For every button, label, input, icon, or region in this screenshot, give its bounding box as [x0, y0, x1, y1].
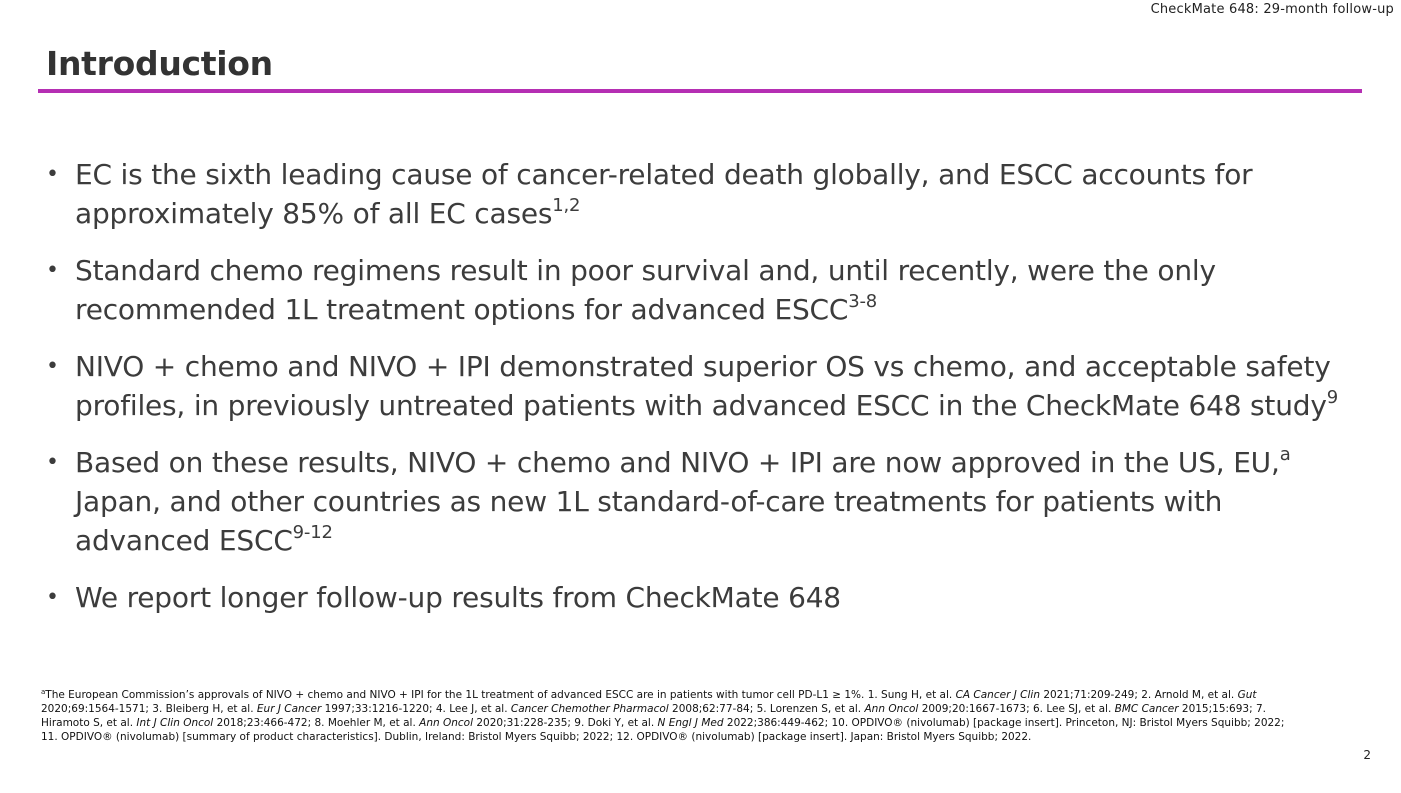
bullet-list	[46, 155, 1346, 635]
bullet-text: NIVO + chemo and NIVO + IPI demonstrated superior OS vs chemo, and acceptable safety profiles, in previously untreated patients with advanced ESCC in the CheckMate 648 study	[75, 350, 1331, 422]
bullet-dot-icon: •	[46, 258, 59, 283]
footnote-lead: The European Commission’s approvals of NIVO + chemo and NIVO + IPI for the 1L treatment of advanced ESCC are in patients with tumor cell PD-L1 ≥ 1%.	[45, 689, 868, 701]
reference-item	[1033, 703, 1256, 715]
reference-item	[436, 703, 757, 715]
reference-journal: Gut	[1237, 689, 1257, 701]
bullet-item	[46, 578, 1346, 617]
page-number: 2	[1363, 748, 1371, 762]
reference-citation: 2015;15:693;	[1178, 703, 1256, 715]
reference-journal: BMC Cancer	[1114, 703, 1179, 715]
reference-journal: Eur J Cancer	[256, 703, 322, 715]
header-study-tag: CheckMate 648: 29-month follow-up	[1150, 2, 1394, 17]
bullet-text: Standard chemo regimens result in poor survival and, until recently, were the only recommended 1L treatment options for advanced ESCC	[75, 254, 1216, 326]
bullet-dot-icon: •	[46, 585, 59, 610]
bullet-dot-icon: •	[46, 450, 59, 475]
bullet-item	[46, 251, 1346, 329]
reference-item	[41, 731, 616, 743]
bullet-dot-icon: •	[46, 354, 59, 379]
reference-item	[574, 717, 831, 729]
reference-item	[616, 731, 1031, 743]
reference-item	[314, 717, 574, 729]
reference-item	[152, 703, 436, 715]
reference-citation: 2009;20:1667-1673;	[918, 703, 1033, 715]
citation-sup: 3-8	[848, 290, 878, 312]
reference-authors: 3. Bleiberg H, et al.	[152, 703, 257, 715]
footnote-marker: a	[41, 687, 46, 696]
reference-citation: 1997;33:1216-1220;	[321, 703, 436, 715]
reference-authors: 9. Doki Y, et al.	[574, 717, 658, 729]
reference-citation: 2020;69:1564-1571;	[41, 703, 153, 715]
reference-journal: Int J Clin Oncol	[136, 717, 214, 729]
bullet-text-continued: Japan, and other countries as new 1L standard-of-care treatments for patients with advanced ESCC	[75, 485, 1223, 557]
reference-authors: 1. Sung H, et al.	[867, 689, 956, 701]
reference-citation: 2008;62:77-84;	[668, 703, 757, 715]
bullet-item	[46, 155, 1346, 233]
reference-journal: Ann Oncol	[864, 703, 919, 715]
reference-item	[831, 717, 1284, 729]
reference-authors: 2. Arnold M, et al.	[1141, 689, 1238, 701]
reference-citation: 2018;23:466-472;	[213, 717, 315, 729]
reference-citation: 2022;386:449-462;	[723, 717, 832, 729]
bullet-item	[46, 347, 1346, 425]
reference-journal: Cancer Chemother Pharmacol	[510, 703, 669, 715]
citation-sup: 9-12	[292, 521, 333, 543]
footnote-references	[41, 688, 1301, 744]
reference-authors: 5. Lorenzen S, et al.	[756, 703, 865, 715]
reference-item	[757, 703, 1033, 715]
reference-journal: N Engl J Med	[657, 717, 724, 729]
reference-authors: 4. Lee J, et al.	[435, 703, 511, 715]
bullet-item	[46, 443, 1346, 560]
bullet-dot-icon: •	[46, 162, 59, 187]
bullet-text: Based on these results, NIVO + chemo and NIVO + IPI are now approved in the US, EU,	[75, 446, 1280, 479]
reference-journal: Ann Oncol	[419, 717, 474, 729]
reference-authors: 12. OPDIVO® (nivolumab) [package insert]. Japan: Bristol Myers Squibb; 2022.	[616, 731, 1032, 743]
bullet-text: EC is the sixth leading cause of cancer-related death globally, and ESCC accounts for approximately 85% of all EC cases	[75, 158, 1253, 230]
reference-authors: 11. OPDIVO® (nivolumab) [summary of product characteristics]. Dublin, Ireland: Bristol Myers Squibb; 2022;	[41, 731, 617, 743]
footnote-marker-sup: a	[1279, 443, 1291, 465]
reference-citation: 2021;71:209-249;	[1039, 689, 1142, 701]
slide-title: Introduction	[46, 44, 273, 83]
reference-authors: 6. Lee SJ, et al.	[1032, 703, 1115, 715]
reference-item	[868, 689, 1142, 701]
bullet-text: We report longer follow-up results from CheckMate 648	[75, 581, 841, 614]
reference-journal: CA Cancer J Clin	[955, 689, 1040, 701]
citation-sup: 1,2	[552, 194, 581, 216]
reference-citation: 2020;31:228-235;	[473, 717, 575, 729]
reference-authors: 10. OPDIVO® (nivolumab) [package insert]. Princeton, NJ: Bristol Myers Squibb; 2022;	[831, 717, 1285, 729]
citation-sup: 9	[1326, 386, 1338, 408]
title-underline	[38, 89, 1362, 93]
reference-authors: 7. Hiramoto S, et al.	[41, 703, 1266, 729]
reference-authors: 8. Moehler M, et al.	[314, 717, 420, 729]
